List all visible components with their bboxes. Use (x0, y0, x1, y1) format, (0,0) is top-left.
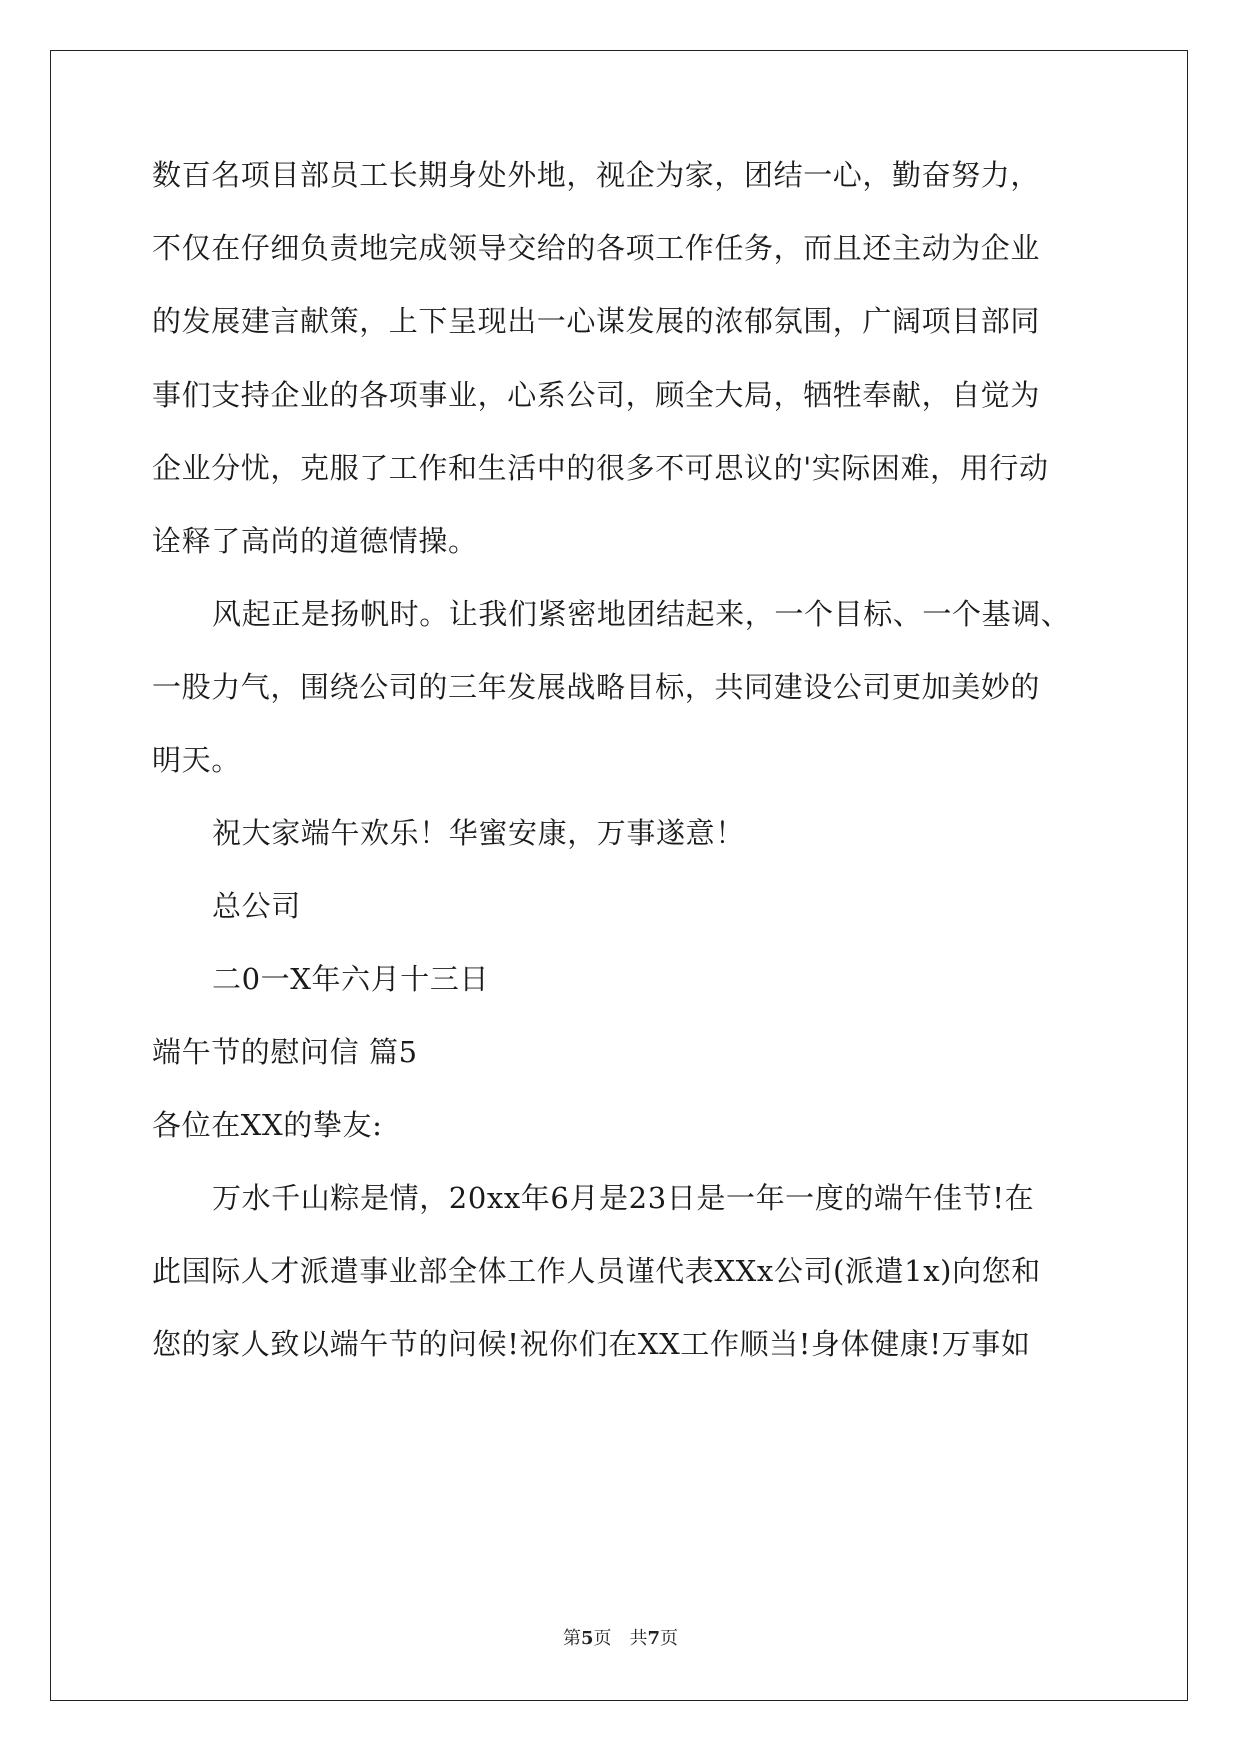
section-title: 端午节的慰问信 篇5 (152, 1035, 418, 1069)
footer-prefix: 第 (562, 1628, 581, 1649)
paragraph-line: 您的家人致以端午节的问候!祝你们在XX工作顺当!身体健康!万事如 (152, 1327, 1031, 1361)
paragraph-line: 不仅在仔细负责地完成领导交给的各项工作任务，而且还主动为企业 (152, 231, 1041, 265)
paragraph-line: 诠释了高尚的道德情操。 (152, 524, 478, 558)
paragraph-line: 一股力气，围绕公司的三年发展战略目标，共同建设公司更加美妙的 (152, 670, 1041, 704)
signature-company: 总公司 (212, 889, 301, 923)
paragraph-line: 的发展建言献策，上下呈现出一心谋发展的浓郁氛围，广阔项目部同 (152, 304, 1041, 338)
total-page-number: 7 (647, 1628, 661, 1649)
paragraph-line: 数百名项目部员工长期身处外地，视企为家，团结一心，勤奋努力， (152, 158, 1041, 192)
signature-date: 二0一X年六月十三日 (212, 962, 490, 996)
paragraph-line: 万水千山粽是情，20xx年6月是23日是一年一度的端午佳节!在 (212, 1181, 1035, 1215)
paragraph-line: 明天。 (152, 743, 241, 777)
footer-suffix: 页 (660, 1628, 679, 1649)
page-footer (0, 1624, 1241, 1650)
paragraph-line: 企业分忧，克服了工作和生活中的很多不可思议的'实际困难，用行动 (152, 451, 1049, 485)
page-border (50, 50, 1188, 1701)
salutation: 各位在XX的挚友: (152, 1108, 383, 1142)
paragraph-line: 事们支持企业的各项事业，心系公司，顾全大局，牺牲奉献，自觉为 (152, 378, 1041, 412)
paragraph-line: 此国际人才派遣事业部全体工作人员谨代表XXx公司(派遣1x)向您和 (152, 1254, 1041, 1288)
greeting-line: 祝大家端午欢乐！华蜜安康，万事遂意！ (212, 816, 745, 850)
current-page-number: 5 (580, 1628, 594, 1649)
paragraph-line: 风起正是扬帆时。让我们紧密地团结起来，一个目标、一个基调、 (212, 597, 1071, 631)
footer-middle: 页 共 (593, 1628, 648, 1649)
